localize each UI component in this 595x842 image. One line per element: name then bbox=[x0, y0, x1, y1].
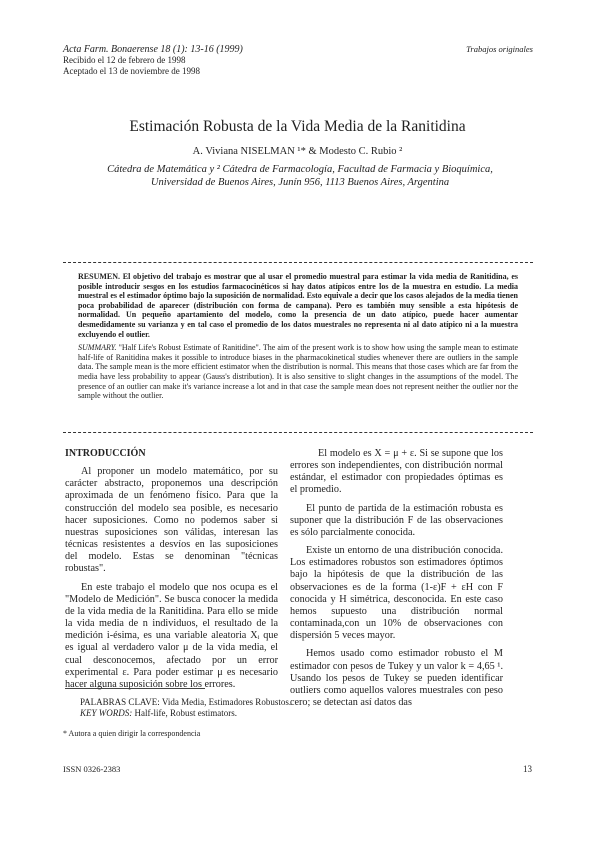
corresponding-author-footnote: * Autora a quien dirigir la correspondencia bbox=[63, 729, 201, 738]
keywords-english bbox=[80, 708, 500, 719]
accepted-date: Aceptado el 13 de noviembre de 1998 bbox=[63, 66, 200, 76]
summary-text: "Half Life's Robust Estimate of Ranitidine". The aim of the present work is to show how using the sample mean to estimate half-life of Ranitidina makes it possible to introduce biases in the pharmacokinetical studies whenever there are outliers in the sample data. The sample mean is the more efficient estimator when the distribution is normal. This means that those cases which are far from the media have less probability to appear (Gauss's distribution). It is also sensitive to slight changes in the assumptions of the model. The presence of an outlier can make it's variance increase a lot and in that case the sample mean does not represent neither the outlier nor the sample without the outlier. bbox=[78, 343, 519, 401]
resumen-label: RESUMEN. bbox=[78, 272, 121, 281]
right-column bbox=[290, 448, 503, 709]
left-column bbox=[65, 448, 278, 691]
resumen-text: El objetivo del trabajo es mostrar que al usar el promedio muestral para estimar la vida media de Ranitidina, es posible introducir sesgos en los estudios farmacocinéticos si hay datos atípicos entre los de la muestra en estudio. La media muestral es el estimador óptimo bajo la suposición de normalidad. Esto equivale a decir que los casos alejados de la media tienen poca probabilidad de aparecer (distribución con forma de campana). Pero es también muy sensible a esta hipótesis de normalidad. Un pequeño apartamiento del modelo, como la presencia de un dato atípico, puede hacer aumentar desmedidamente su varianza y en tal caso el promedio de los datos muestrales no representa ni al dato atípico ni a la muestra excluyendo el outlier. bbox=[78, 272, 518, 339]
abstract bbox=[78, 272, 518, 401]
intro-paragraph-1: Al proponer un modelo matemático, por su carácter abstracto, proponemos una descripción aproximada de un fenómeno físico. Para que la construcción del modelo sea posible, es necesario hacer suposiciones. Como no podemos saber si nuestras suposiciones son válidas, interesan las técnicas resistentes a desvíos en las suposiciones del modelo. Estas se denominan "técnicas robustas". bbox=[65, 466, 278, 575]
keywords-es-text: Vida Media, Estimadores Robustos. bbox=[161, 697, 292, 707]
affiliation-line-2: Universidad de Buenos Aires, Junín 956, 1113 Buenos Aires, Argentina bbox=[150, 177, 450, 188]
intro-heading: INTRODUCCIÓN bbox=[65, 448, 146, 459]
abstract-english bbox=[78, 343, 518, 401]
affiliation bbox=[70, 163, 530, 189]
journal-header bbox=[63, 44, 243, 77]
keywords-en-text: Half-life, Robust estimators. bbox=[134, 708, 237, 718]
intro-paragraph-2: En este trabajo el modelo que nos ocupa es el "Modelo de Medición". Se busca conocer la medida de la vida media de la Ranitidina. Para ello se mide la vida media de n individuos, el resultado de la medición i-ésima, es una variable aleatoria Xᵢ que es igual al verdadero valor μ de la vida media, el cual desconocemos, afectado por un error experimental ε. Para poder estimar μ es necesario hacer alguna suposición sobre los errores. bbox=[65, 581, 278, 690]
section-label: Trabajos originales bbox=[466, 44, 533, 54]
right-paragraph-2: El punto de partida de la estimación robusta es suponer que la distribución F de las observaciones es sólo parcialmente conocida. bbox=[290, 502, 503, 538]
abstract-bottom-divider bbox=[63, 432, 533, 433]
abstract-spanish bbox=[78, 272, 518, 339]
summary-label: SUMMARY. bbox=[78, 343, 117, 353]
keywords-divider bbox=[65, 688, 205, 689]
page-number: 13 bbox=[523, 764, 532, 774]
keywords-es-label: PALABRAS CLAVE: bbox=[80, 697, 160, 707]
abstract-top-divider bbox=[63, 262, 533, 263]
issn: ISSN 0326-2383 bbox=[63, 764, 121, 774]
received-date: Recibido el 12 de febrero de 1998 bbox=[63, 55, 186, 65]
authors: A. Viviana NISELMAN ¹* & Modesto C. Rubio ² bbox=[192, 146, 403, 157]
keywords-spanish bbox=[80, 697, 500, 708]
right-paragraph-3: Existe un entorno de una distribución conocida. Los estimadores robustos son estimadores óptimos bajo la hipótesis de que la distribución de las observaciones es de la forma (1-ε)F + εH con F conocida y H simétrica, desconocida. En este caso hemos supuesto una distribución normal contaminada,con un 10% de observaciones con dispersión 5 veces mayor. bbox=[290, 545, 503, 642]
right-paragraph-1: El modelo es X = μ + ε. Si se supone que los errores son independientes, con distribución normal estándar, el estimador con propiedades óptimas es el promedio. bbox=[290, 448, 503, 496]
article-title: Estimación Robusta de la Vida Media de la Ranitidina bbox=[129, 118, 466, 135]
affiliation-line-1: Cátedra de Matemática y ² Cátedra de Farmacología, Facultad de Farmacia y Bioquímica, bbox=[107, 164, 493, 175]
right-paragraph-4: Hemos usado como estimador robusto el M estimador con pesos de Tukey y un valor k = 4,65 ¹. Usando los pesos de Tukey se pueden identificar outliers como aquellos valores muestrales con peso cero; se detectan así datos das bbox=[290, 648, 503, 708]
keywords bbox=[80, 697, 500, 719]
keywords-en-label: KEY WORDS: bbox=[80, 708, 133, 718]
journal-citation: Acta Farm. Bonaerense 18 (1): 13-16 (1999) bbox=[63, 44, 243, 55]
